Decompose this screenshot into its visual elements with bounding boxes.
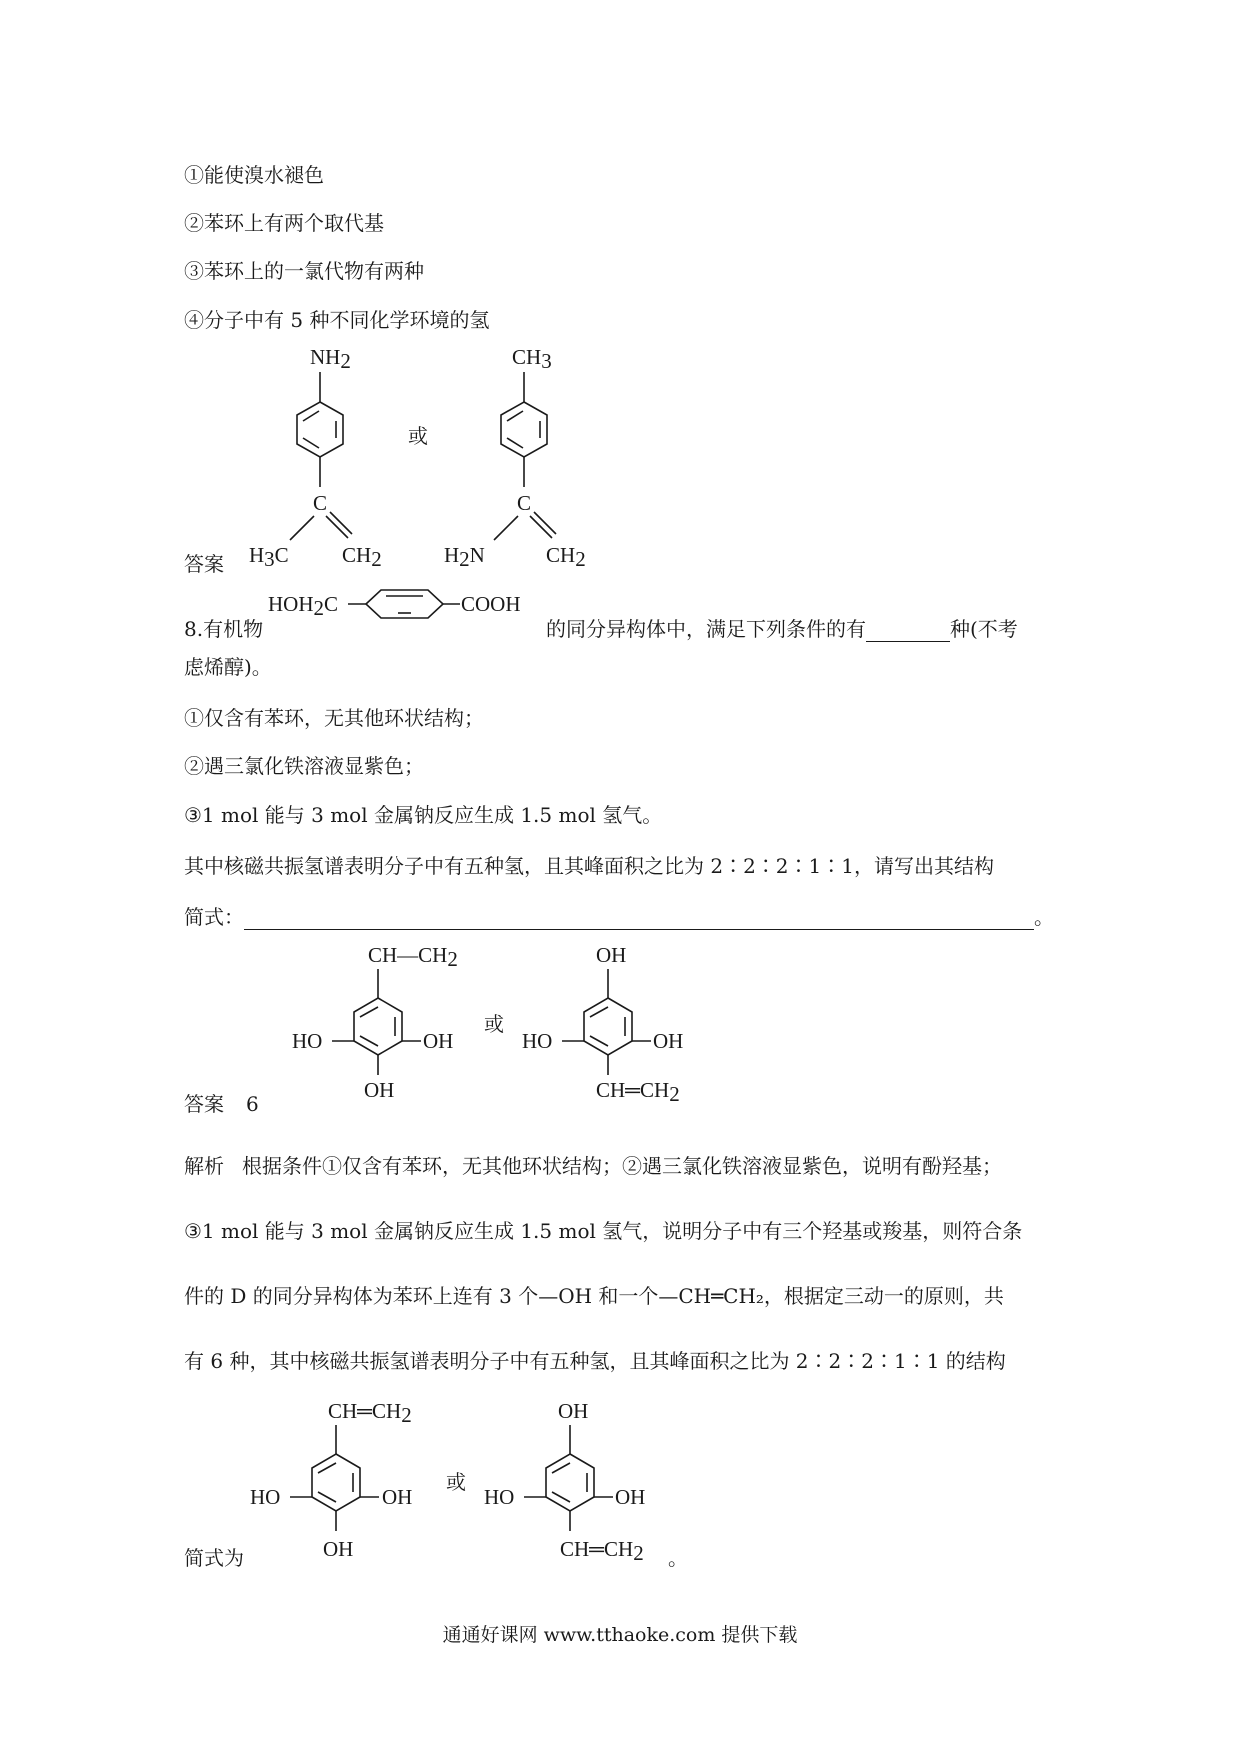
q8-condition-3: ③1 mol 能与 3 mol 金属钠反应生成 1.5 mol 氢气。 [184,803,663,827]
q8-intro-text-2: 种(不考 [950,617,1018,641]
q7-a-left: H3C [249,543,289,571]
analysis-line-2: ③1 mol 能与 3 mol 金属钠反应生成 1.5 mol 氢气，说明分子中有三个羟基或羧基，则符合条 [184,1219,1023,1243]
q7-a-center: C [313,491,328,515]
q8-intro-line-2: 虑烯醇)。 [184,655,272,679]
q7-structure-a [240,340,440,570]
q8-structure-c [290,940,490,1120]
q8-d-right: OH [653,1029,684,1053]
q8-d-left: HO [522,1029,553,1053]
q8-or-label: 或 [484,1012,504,1036]
q8-nmr-line: 其中核磁共振氢谱表明分子中有五种氢，且其峰面积之比为 2∶2∶2∶1∶1，请写出其结构 [184,854,994,878]
q8-formula-prefix: 简式： [184,905,244,929]
q8-c-top: CH—CH2 [368,943,458,971]
q8-c-bottom: OH [364,1078,395,1102]
q8-c-right: OH [423,1029,454,1053]
q7-b-center: C [517,491,532,515]
analysis-structure-e [248,1396,448,1576]
q7-or-label: 或 [408,424,428,448]
q8-intro-prefix: 8.有机物 [184,617,264,641]
analysis-f-top: OH [558,1399,589,1423]
q8-condition-1: ①仅含有苯环，无其他环状结构； [184,706,484,730]
analysis-formula-prefix: 简式为 [184,1546,244,1570]
analysis-structure-f [480,1396,690,1576]
q8-formula-blank[interactable] [244,907,1034,930]
q7-answer-label: 答案 [184,552,224,576]
analysis-or-label: 或 [446,1470,466,1494]
analysis-e-right: OH [382,1485,413,1509]
q8-answer-label: 答案 [184,1092,224,1116]
analysis-line-3: 件的 D 的同分异构体为苯环上连有 3 个—OH 和一个—CH═CH₂，根据定三动一的原则，共 [184,1284,1004,1308]
q8-intro-text-1: 的同分异构体中，满足下列条件的有 [546,617,866,641]
q8-structure-d [518,940,718,1120]
q7-condition-2: ②苯环上有两个取代基 [184,211,384,235]
q8-formula-suffix: 。 [1034,905,1054,929]
q8-inline-structure [268,586,548,636]
analysis-text-1: 根据条件①仅含有苯环，无其他环状结构；②遇三氯化铁溶液显紫色，说明有酚羟基； [242,1154,1002,1178]
page-footer: 通通好课网 www.tthaoke.com 提供下载 [442,1624,798,1646]
q8-intro-suffix [546,613,1018,642]
analysis-f-bottom: CH═CH2 [560,1537,644,1565]
q8-inline-right: COOH [461,592,521,616]
q8-answer [184,1088,259,1117]
q7-b-left: H2N [444,543,485,571]
q8-c-left: HO [292,1029,323,1053]
q7-b-top: CH3 [512,345,552,373]
analysis-e-bottom: OH [323,1537,354,1561]
q8-inline-left: HOH2C [268,592,339,620]
q7-condition-3: ③苯环上的一氯代物有两种 [184,259,424,283]
q7-b-right: CH2 [546,543,586,571]
q8-d-top: OH [596,943,627,967]
q8-d-bottom: CH═CH2 [596,1078,680,1106]
q8-count-blank[interactable] [866,621,950,642]
q7-a-right: CH2 [342,543,382,571]
q7-condition-4: ④分子中有 5 种不同化学环境的氢 [184,308,490,332]
q8-answer-value: 6 [246,1092,259,1116]
analysis-e-left: HO [250,1485,281,1509]
q8-formula-line [184,904,1054,930]
analysis-f-left: HO [484,1485,515,1509]
analysis-line-1 [184,1153,1002,1179]
q7-structure-b [440,340,640,570]
q7-a-top: NH2 [310,345,351,373]
analysis-label: 解析 [184,1154,224,1178]
analysis-line-4: 有 6 种，其中核磁共振氢谱表明分子中有五种氢，且其峰面积之比为 2∶2∶2∶1∶1 的结构 [184,1349,1006,1373]
analysis-f-right: OH [615,1485,646,1509]
analysis-formula-suffix: 。 [668,1546,688,1570]
q7-condition-1: ①能使溴水褪色 [184,163,324,187]
q8-condition-2: ②遇三氯化铁溶液显紫色； [184,754,424,778]
analysis-e-top: CH═CH2 [328,1399,412,1427]
